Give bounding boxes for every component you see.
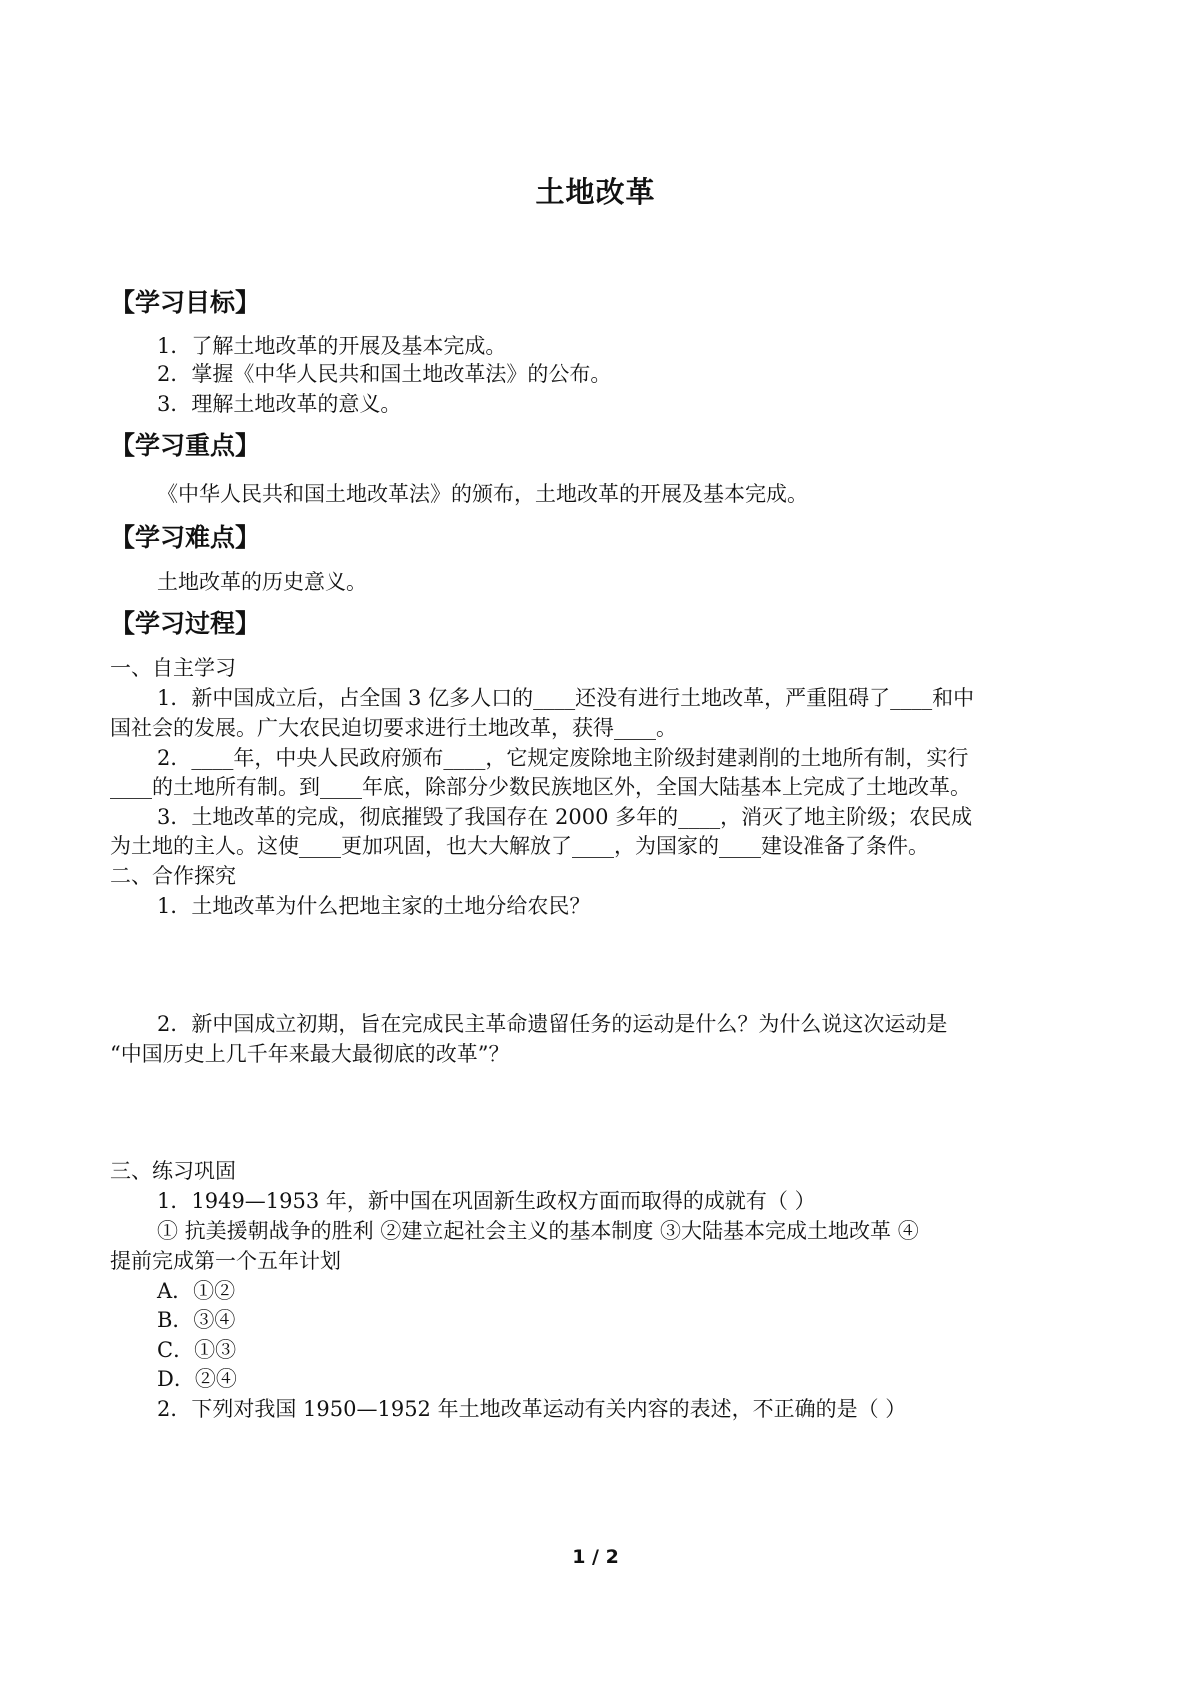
choice-b: B．③④ [157,1308,236,1332]
self-study-q1-line1: 1．新中国成立后，占全国 3 亿多人口的____还没有进行土地改革，严重阻碍了____和中 [157,686,975,710]
cooperation-label: 二、合作探究 [110,864,236,888]
self-study-q3-line1: 3．土地改革的完成，彻底摧毁了我国存在 2000 多年的____，消灭了地主阶级；农民成 [157,805,973,829]
self-study-q2-line2: ____的土地所有制。到____年底，除部分少数民族地区外，全国大陆基本上完成了土地改革。 [110,775,971,799]
page-title: 土地改革 [535,175,656,209]
goal-item: 2．掌握《中华人民共和国土地改革法》的公布。 [157,362,612,386]
choice-a: A．①② [157,1279,236,1303]
self-study-q2-line1: 2．____年，中央人民政府颁布____，它规定废除地主阶级封建剥削的土地所有制，实行 [157,746,969,770]
self-study-q3-line2: 为土地的主人。这使____更加巩固，也大大解放了____，为国家的____建设准备了条件。 [110,834,929,858]
practice-q2-stem: 2．下列对我国 1950—1952 年土地改革运动有关内容的表述，不正确的是（ ） [157,1397,907,1421]
key-points-text: 《中华人民共和国土地改革法》的颁布，土地改革的开展及基本完成。 [157,482,808,506]
practice-label: 三、练习巩固 [110,1159,236,1183]
difficulties-text: 土地改革的历史意义。 [157,570,367,594]
goals-heading: 【学习目标】 [110,288,261,317]
self-study-q1-line2: 国社会的发展。广大农民迫切要求进行土地改革，获得____。 [110,716,677,740]
key-points-heading: 【学习重点】 [110,431,261,460]
practice-q1-options-line2: 提前完成第一个五年计划 [110,1249,341,1273]
goal-item: 3．理解土地改革的意义。 [157,392,402,416]
cooperation-q1: 1．土地改革为什么把地主家的土地分给农民？ [157,894,591,918]
practice-q1-stem: 1．1949—1953 年，新中国在巩固新生政权方面而取得的成就有（ ） [157,1189,816,1213]
cooperation-q2-line1: 2．新中国成立初期，旨在完成民主革命遗留任务的运动是什么？为什么说这次运动是 [157,1012,948,1036]
choice-c: C．①③ [157,1338,237,1362]
practice-q1-options-line1: ① 抗美援朝战争的胜利 ②建立起社会主义的基本制度 ③大陆基本完成土地改革 ④ [157,1219,919,1243]
process-heading: 【学习过程】 [110,609,261,638]
self-study-label: 一、自主学习 [110,656,236,680]
difficulties-heading: 【学习难点】 [110,523,261,552]
choice-d: D．②④ [157,1367,237,1391]
goal-item: 1．了解土地改革的开展及基本完成。 [157,334,507,358]
page-number: 1 / 2 [572,1546,619,1568]
cooperation-q2-line2: “中国历史上几千年来最大最彻底的改革”？ [110,1042,510,1066]
